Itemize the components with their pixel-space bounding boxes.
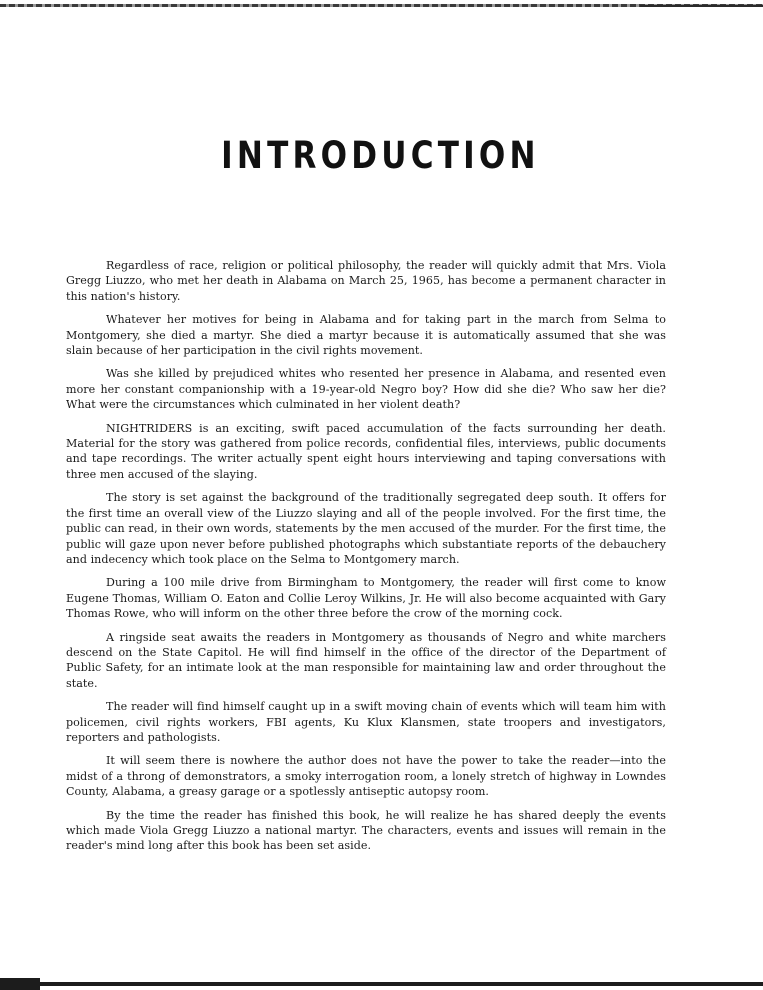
- paragraph: A ringside seat awaits the readers in Montgomery as thousands of Negro and white marchers descend on the State Capitol. He will find himself in the office of the director of the Department of Public Safety, for an intimate look at the man responsible for maintaining law and order throughout the state.: [66, 630, 666, 690]
- bottom-border-rule: [0, 982, 763, 986]
- top-border-rule-solid: [640, 5, 763, 7]
- paragraph: Whatever her motives for being in Alabama and for taking part in the march from Selma to Montgomery, she died a martyr. She died a martyr because it is automatically assumed that she was slain because of her participation in the civil rights movement.: [66, 313, 666, 358]
- paragraph: By the time the reader has finished this book, he will realize he has shared deeply the events which made Viola Gregg Liuzzo a national martyr. The characters, events and issues will remain in the reader's mind long after this book has been set aside.: [66, 808, 666, 853]
- paragraph: NIGHTRIDERS is an exciting, swift paced accumulation of the facts surrounding her death. Material for the story was gathered from police records, confidential files, interviews, public documents and tape recordings. The writer actually spent eight hours interviewing and taping conversations with three men accused of the slaying.: [66, 421, 666, 481]
- paragraph: The reader will find himself caught up in a swift moving chain of events which will team him with policemen, civil rights workers, FBI agents, Ku Klux Klansmen, state troopers and investigators, reporters and pathologists.: [66, 700, 666, 744]
- page-title: INTRODUCTION: [221, 134, 540, 177]
- paragraph: The story is set against the background of the traditionally segregated deep south. It offers for the first time an overall view of the Liuzzo slaying and all of the people involved. For the first time, the public can read, in their own words, statements by the men accused of the murder. For the first time, the public will gaze upon never before published photographs which substantiate reports of the debauchery and indecency which took place on the Selma to Montgomery march.: [66, 491, 666, 566]
- body-text: [66, 258, 666, 862]
- paragraph: Was she killed by prejudiced whites who resented her presence in Alabama, and resented even more her constant companionship with a 19-year-old Negro boy? How did she die? Who saw her die? What were the circumstances which culminated in her violent death?: [66, 367, 666, 412]
- paragraph: It will seem there is nowhere the author does not have the power to take the reader—into the midst of a throng of demonstrators, a smoky interrogation room, a lonely stretch of highway in Lowndes County, Alabama, a greasy garage or a spotlessly antiseptic autopsy room.: [66, 754, 666, 799]
- paragraph: Regardless of race, religion or political philosophy, the reader will quickly admit that Mrs. Viola Gregg Liuzzo, who met her death in Alabama on March 25, 1965, has become a permanent character in this nation's history.: [66, 259, 666, 303]
- paragraph: During a 100 mile drive from Birmingham to Montgomery, the reader will first come to know Eugene Thomas, William O. Eaton and Collie Leroy Wilkins, Jr. He will also become acquainted with Gary Thomas Rowe, who will inform on the other three before the crow of the morning cock.: [66, 576, 666, 621]
